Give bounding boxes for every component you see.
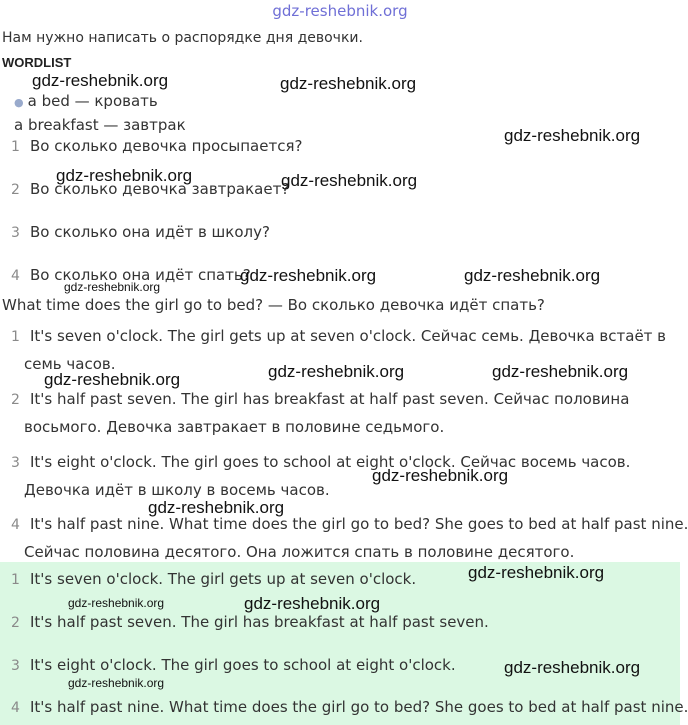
question-number: 3 xyxy=(11,225,20,241)
watermark: gdz-reshebnik.org xyxy=(44,370,181,389)
answer-text: It's eight o'clock. The girl goes to school at eight o'clock. Сейчас восемь часов. xyxy=(30,453,631,471)
question-text: Во сколько она идёт спать? xyxy=(30,266,251,284)
answer-text: It's eight o'clock. The girl goes to school at eight o'clock. xyxy=(30,656,456,674)
watermark: gdz-reshebnik.org xyxy=(464,266,601,285)
question-number: 4 xyxy=(11,268,20,284)
final-answer-item xyxy=(11,570,416,588)
answer-item xyxy=(11,390,629,408)
bullet-icon: ● xyxy=(14,96,24,109)
final-answer-item xyxy=(11,613,489,631)
watermark: gdz-reshebnik.org xyxy=(281,171,418,190)
watermark: gdz-reshebnik.org xyxy=(240,266,377,285)
question-item xyxy=(11,137,302,155)
question-text: Во сколько девочка просыпается? xyxy=(30,137,303,155)
watermark: gdz-reshebnik.org xyxy=(244,594,381,613)
final-answer-item xyxy=(11,656,456,674)
question-number: 2 xyxy=(11,182,20,198)
answer-text: It's half past seven. The girl has breakfast at half past seven. Сейчас половина xyxy=(30,390,630,408)
answer-text: It's half past seven. The girl has breakfast at half past seven. xyxy=(30,613,489,631)
watermark: gdz-reshebnik.org xyxy=(468,563,605,582)
answer-number: 2 xyxy=(11,615,20,631)
answer-text: It's half past nine. What time does the girl go to bed? She goes to bed at half past nine. xyxy=(30,698,688,716)
answer-number: 1 xyxy=(11,329,20,345)
question-text: Во сколько она идёт в школу? xyxy=(30,223,270,241)
watermark: gdz-reshebnik.org xyxy=(268,362,405,381)
watermark: gdz-reshebnik.org xyxy=(64,280,161,294)
answer-number: 4 xyxy=(11,517,20,533)
answer-item xyxy=(11,453,630,471)
answer-text: It's seven o'clock. The girl gets up at seven o'clock. xyxy=(30,570,417,588)
wordlist-item-text: a breakfast — завтрак xyxy=(14,116,186,134)
answer-number: 1 xyxy=(11,572,20,588)
final-answer-item xyxy=(11,698,688,716)
watermark: gdz-reshebnik.org xyxy=(504,126,641,145)
watermark: gdz-reshebnik.org xyxy=(372,466,509,485)
answer-number: 3 xyxy=(11,658,20,674)
answer-number: 2 xyxy=(11,392,20,408)
answer-continuation: Сейчас половина десятого. Она ложится спать в половине десятого. xyxy=(24,543,575,561)
answer-text: It's half past nine. What time does the girl go to bed? She goes to bed at half past nine. xyxy=(30,515,688,533)
watermark: gdz-reshebnik.org xyxy=(68,676,165,690)
watermark: gdz-reshebnik.org xyxy=(280,74,417,93)
wordlist-item-text: a bed — кровать xyxy=(27,92,158,110)
question-text: Во сколько девочка завтракает? xyxy=(30,180,290,198)
wordlist-item-clipped xyxy=(14,116,186,134)
answer-text: It's seven o'clock. The girl gets up at seven o'clock. Сейчас семь. Девочка встаёт в xyxy=(30,327,667,345)
watermark: gdz-reshebnik.org xyxy=(56,166,193,185)
site-header-link[interactable]: gdz-reshebnik.org xyxy=(272,2,408,20)
watermark: gdz-reshebnik.org xyxy=(32,71,169,90)
watermark: gdz-reshebnik.org xyxy=(68,596,165,610)
answer-number: 3 xyxy=(11,455,20,471)
question-item xyxy=(11,223,270,241)
wordlist-item xyxy=(14,92,158,110)
watermark: gdz-reshebnik.org xyxy=(504,658,641,677)
watermark: gdz-reshebnik.org xyxy=(492,362,629,381)
wordlist-title: WORDLIST xyxy=(2,55,72,70)
answer-continuation: Девочка идёт в школу в восемь часов. xyxy=(24,481,330,499)
intro-text: Нам нужно написать о распорядке дня девочки. xyxy=(2,30,363,46)
answer-item xyxy=(11,515,688,533)
translation-line: What time does the girl go to bed? — Во сколько девочка идёт спать? xyxy=(2,296,545,314)
question-number: 1 xyxy=(11,139,20,155)
answer-continuation: семь часов. xyxy=(24,355,116,373)
answer-continuation: восьмого. Девочка завтракает в половине седьмого. xyxy=(24,418,445,436)
answer-number: 4 xyxy=(11,700,20,716)
watermark: gdz-reshebnik.org xyxy=(148,498,285,517)
answer-item xyxy=(11,327,666,345)
